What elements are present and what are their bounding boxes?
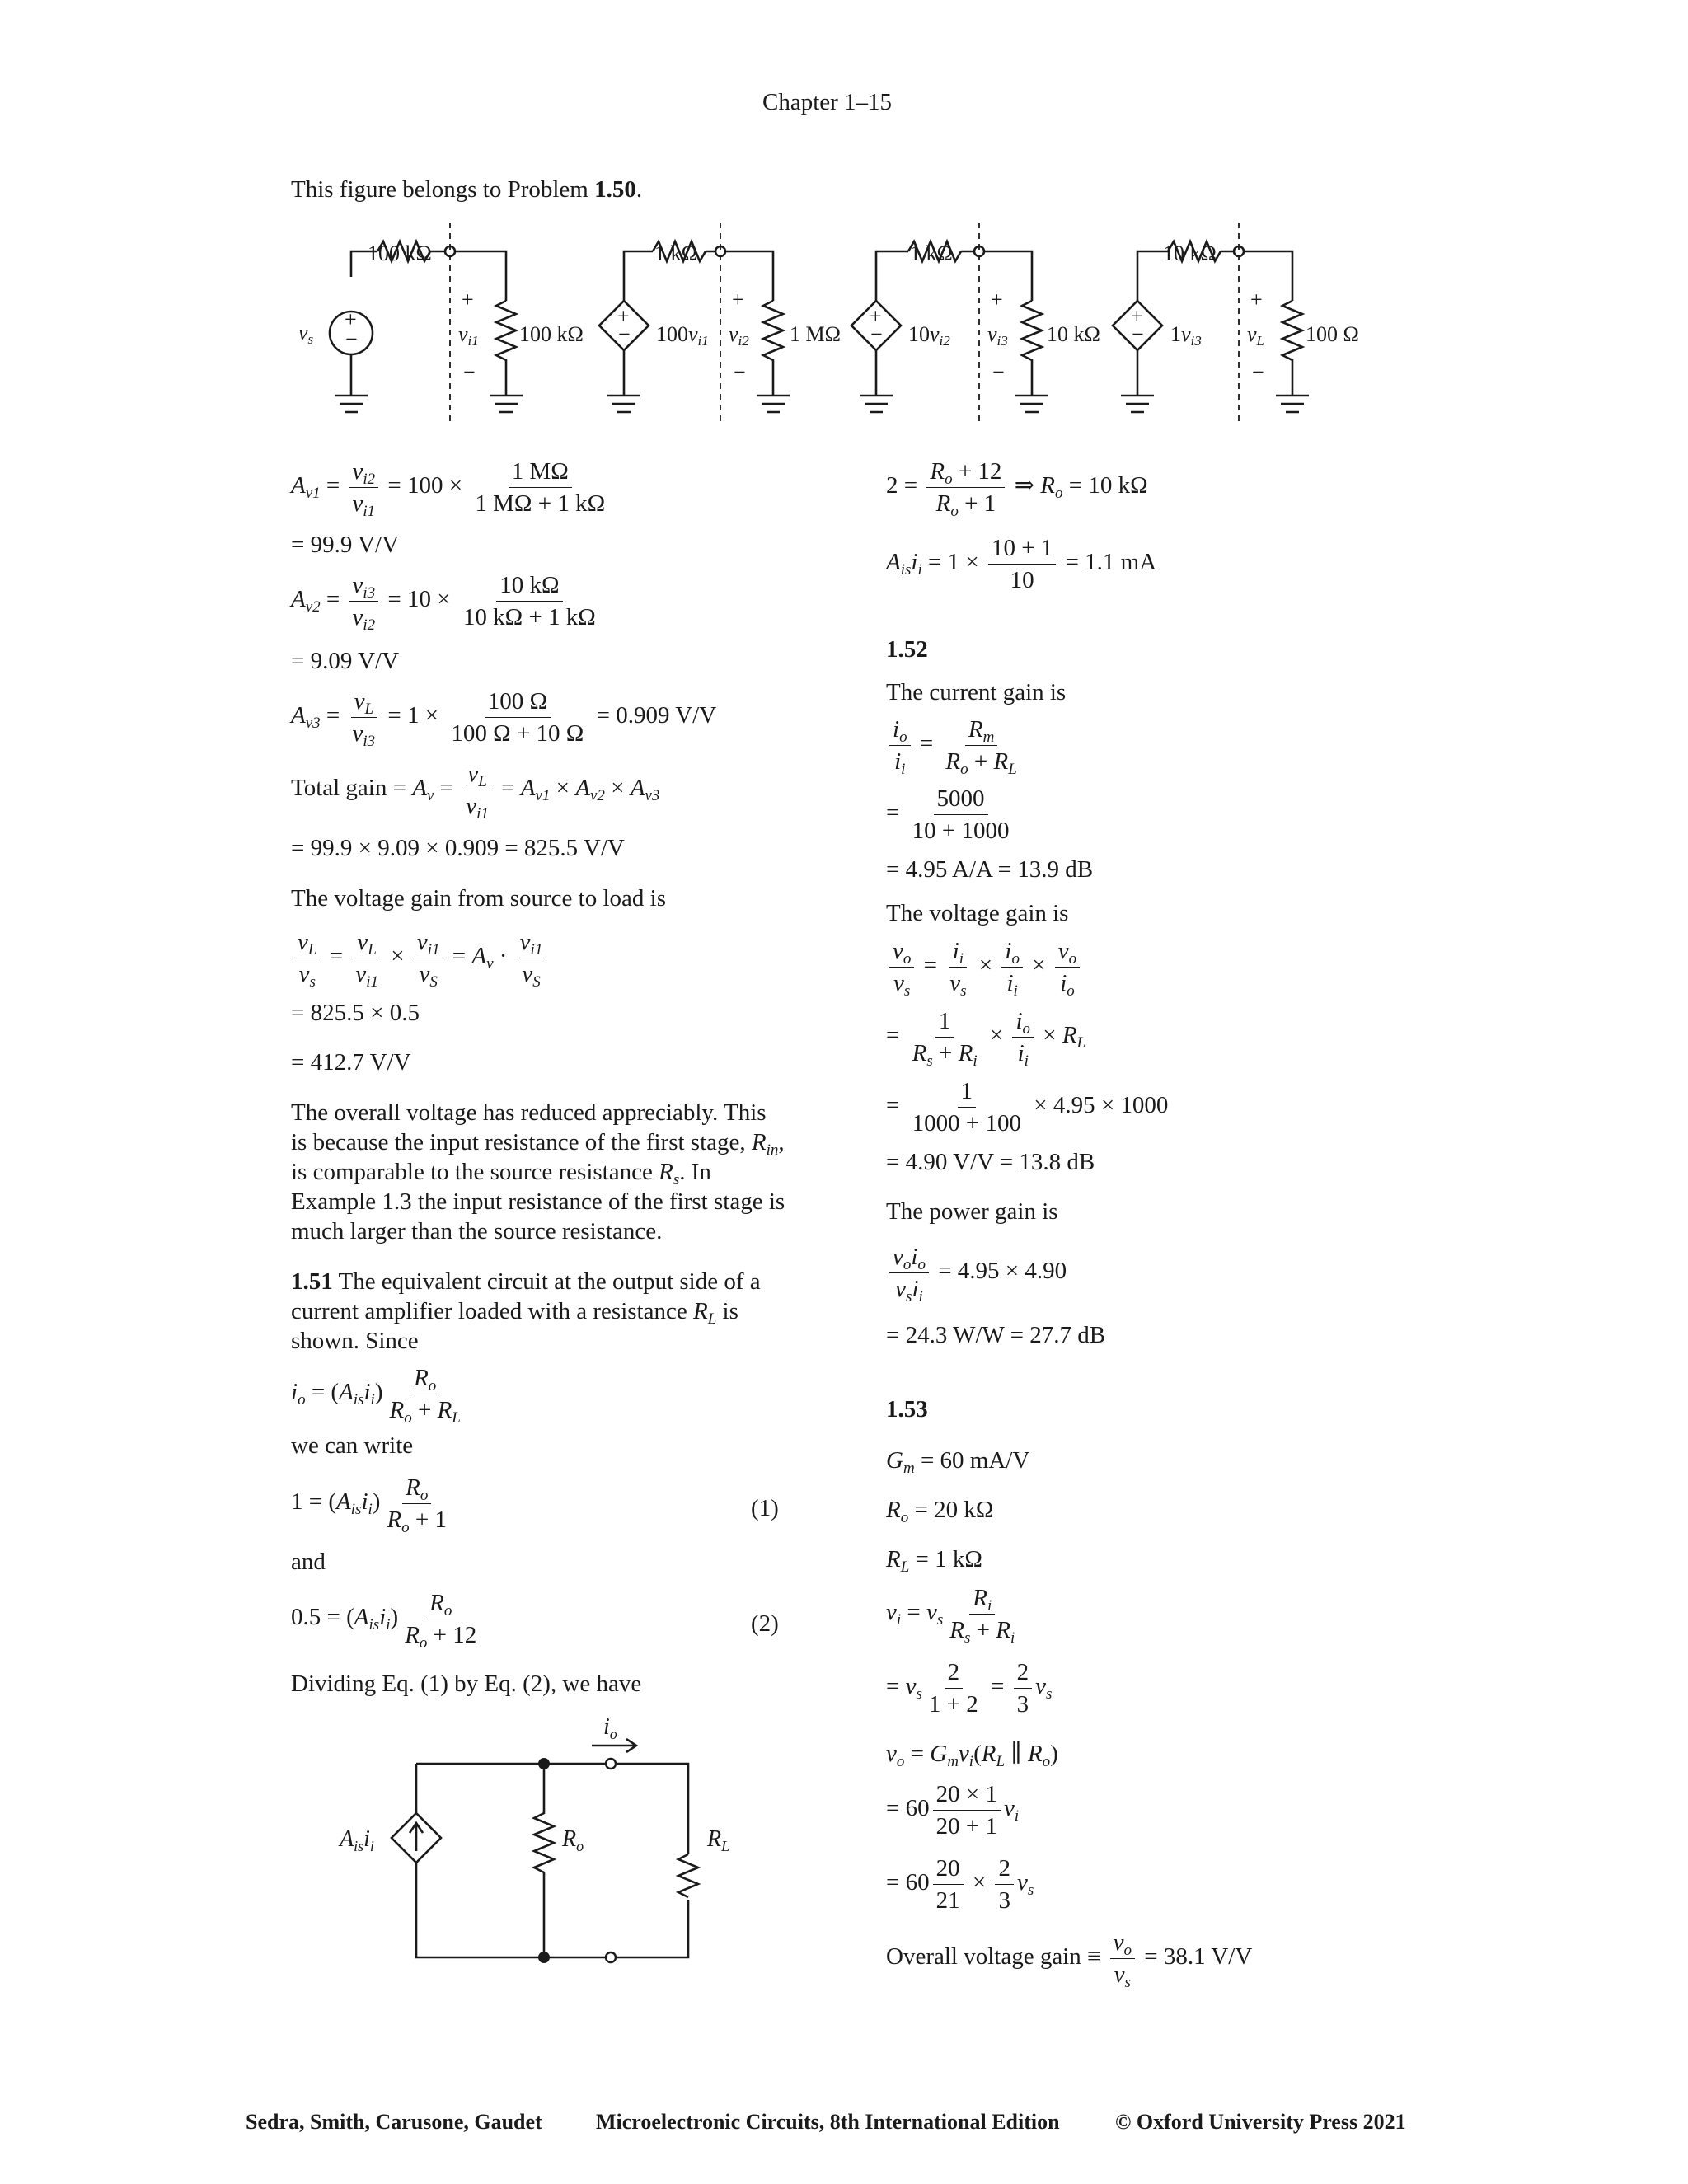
equation-current-gain-2: = $\frac{5000}{10 + 1000}$ xyxy=(886,785,1010,844)
and-text: and xyxy=(291,1549,326,1575)
current-amplifier-circuit xyxy=(313,1698,742,1978)
equation-voltage-gain-3: = $\frac{1}{1000 + 100}$ × 4.95 × 1000 xyxy=(886,1078,1169,1137)
caption-suffix: . xyxy=(635,176,643,203)
equation-2: $0.5 = (A_{is}i_i)$ $\frac{R_o}{R_o + 12}$ xyxy=(291,1590,477,1652)
port-label-vi2: vi2 xyxy=(729,322,749,349)
svg-text:−: − xyxy=(618,322,631,346)
equation-voltage-gain: $\frac{v_o}{v_s}$ = $\frac{i_i}{v_s}$ × $\frac{i_o}{i_i}$ × $\frac{v_o}{i_o}$ xyxy=(886,937,1083,997)
port-label-vi3: vi3 xyxy=(987,322,1008,349)
equation-vi: $v_i = v_s$ $\frac{R_i}{R_s + R_i}$ xyxy=(886,1585,1015,1647)
equation-number-1: (1) xyxy=(751,1495,779,1521)
shunt-resistor-label-3: 10 kΩ xyxy=(1047,322,1100,346)
series-resistor-label-3: 1 kΩ xyxy=(910,241,953,265)
equation-current-gain: $\frac{i_o}{i_i}$ = $\frac{R_m}{R_o + R_L}$ xyxy=(886,715,1024,776)
equation-1: $1 = (A_{is}i_i)$ $\frac{R_o}{R_o + 1}$ xyxy=(291,1474,448,1536)
equation-av1: $A_{v1}$ = $\frac{v_{i2}}{v_{i1}}$ = 100 × $\frac{1 M\Omega}{1 M\Omega + 1 k\Omega}$ xyxy=(291,458,606,520)
problem-151-number: 1.51 xyxy=(291,1268,333,1295)
av2-result: = 9.09 V/V xyxy=(291,648,400,674)
port-label-vi1: vi1 xyxy=(458,322,479,349)
series-resistor-label-2: 1 kΩ xyxy=(654,241,697,265)
equation-vo-3: = 60 $\frac{20}{21}$ × $\frac{2}{3}$ $v_s$ xyxy=(886,1855,1034,1914)
equation-vo: $v_o = G_mv_i(R_L$ ∥ $R_o$) xyxy=(886,1741,1058,1770)
gain-intro: The voltage gain from source to load is xyxy=(291,885,667,912)
note-paragraph: The overall voltage has reduced appreciably. This is because the input resistance of the first stage, $R_{in}$, is comparable to the source resistance $R_s$. In Example 1.3 the input resistance of the first stage is much larger than the source resistance. xyxy=(291,1099,785,1244)
gain-result-2: = 412.7 V/V xyxy=(291,1049,411,1076)
svg-text:−: − xyxy=(870,322,883,346)
controlled-source-label-1: 100vi1 xyxy=(656,322,709,349)
svg-text:+: + xyxy=(462,288,474,312)
page-header: Chapter 1–15 xyxy=(762,89,893,115)
gm-value: $G_m = 60$ mA/V xyxy=(886,1447,1030,1477)
equation-power-gain: $\frac{v_oi_o}{v_si_i}$ = 4.95 × 4.90 xyxy=(886,1243,1067,1303)
current-gain-result: = 4.95 A/A = 13.9 dB xyxy=(886,856,1094,883)
power-gain-result: = 24.3 W/W = 27.7 dB xyxy=(886,1322,1106,1348)
svg-text:+: + xyxy=(1250,288,1263,312)
rl-value: $R_L = 1$ kΩ xyxy=(886,1546,982,1576)
equation-vi-2: = $v_s$ $\frac{2}{1 + 2}$ = $\frac{2}{3}$ $v_s$ xyxy=(886,1659,1053,1718)
gain-result-1: = 825.5 × 0.5 xyxy=(291,1000,420,1026)
ro-label: $R_o$ xyxy=(562,1826,584,1854)
equation-av2: $A_{v2}$ = $\frac{v_{i3}}{v_{i2}}$ = 10 × $\frac{10 k\Omega}{10 k\Omega + 1 k\Omega}$ xyxy=(291,572,596,634)
svg-text:+: + xyxy=(870,304,882,328)
shunt-resistor-label-2: 1 MΩ xyxy=(790,322,841,346)
svg-text:+: + xyxy=(1131,304,1143,328)
series-resistor-label-1: 100 kΩ xyxy=(368,241,432,265)
equation-ro-solve: 2 = $\frac{R_o + 12}{R_o + 1}$ ⇒ $R_o = 10$ kΩ xyxy=(886,458,1148,520)
equation-vo-2: = 60 $\frac{20 \times 1}{20 + 1}$ $v_i$ xyxy=(886,1781,1020,1840)
equation-number-2: (2) xyxy=(751,1610,779,1637)
controlled-source-label-2: 10vi2 xyxy=(908,322,950,349)
dividing-text: Dividing Eq. (1) by Eq. (2), we have xyxy=(291,1671,642,1697)
equation-source-to-load: $\frac{v_L}{v_s}$ = $\frac{v_L}{v_{i1}}$ × $\frac{v_{i1}}{v_S}$ = $A_v$ · $\frac{v_{i1}}{v_S}$ xyxy=(291,928,549,988)
caption-problem-number: 1.50 xyxy=(594,176,636,203)
total-gain-result: = 99.9 × 9.09 × 0.909 = 825.5 V/V xyxy=(291,835,625,861)
svg-text:+: + xyxy=(732,288,744,312)
io-label: $i_o$ xyxy=(603,1714,617,1742)
cascade-amplifier-circuit xyxy=(0,0,1688,445)
rl-label: $R_L$ xyxy=(707,1826,730,1854)
voltage-gain-intro: The voltage gain is xyxy=(886,900,1069,926)
equation-overall-gain: Overall voltage gain ≡ $\frac{v_o}{v_s}$ = 38.1 V/V xyxy=(886,1929,1253,1991)
svg-text:+: + xyxy=(345,307,357,331)
footer-book: Microelectronic Circuits, 8th International Edition xyxy=(596,2110,1060,2134)
equation-io: $i_o = (A_{is}i_i)$ $\frac{R_o}{R_o + R_L}$ xyxy=(291,1365,461,1427)
problem-151-paragraph: 1.51 The equivalent circuit at the output side of a current amplifier loaded with a resistance $R_L$ is shown. Since xyxy=(291,1268,761,1354)
shunt-resistor-label-4: 100 Ω xyxy=(1306,322,1359,346)
equation-voltage-gain-2: = $\frac{1}{R_s + R_i}$ × $\frac{i_o}{i_i}$ × $R_L$ xyxy=(886,1008,1086,1070)
source-ais-label: $A_{is}i_i$ xyxy=(340,1826,374,1854)
svg-text:−: − xyxy=(463,360,476,384)
svg-text:+: + xyxy=(991,288,1003,312)
svg-text:+: + xyxy=(617,304,630,328)
controlled-source-label-3: 1vi3 xyxy=(1170,322,1202,349)
voltage-gain-result: = 4.90 V/V = 13.8 dB xyxy=(886,1149,1095,1175)
series-resistor-label-4: 10 kΩ xyxy=(1163,241,1217,265)
caption-prefix: This figure belongs to Problem xyxy=(291,176,595,203)
we-can-write: we can write xyxy=(291,1432,414,1459)
port-label-vl: vL xyxy=(1247,322,1265,349)
equation-ais: $A_{is}i_i = 1$ × $\frac{10 + 1}{10}$ = 1.1 mA xyxy=(886,535,1157,593)
svg-text:−: − xyxy=(345,327,358,351)
av1-result: = 99.9 V/V xyxy=(291,532,400,558)
problem-152-number: 1.52 xyxy=(886,636,928,663)
svg-text:−: − xyxy=(1132,322,1144,346)
svg-text:−: − xyxy=(734,360,746,384)
equation-total-gain: Total gain = $A_v$ = $\frac{v_L}{v_{i1}}$ = $A_{v1} \times A_{v2} \times A_{v3}$ xyxy=(291,761,660,823)
source-label: vs xyxy=(298,321,314,347)
ro-value: $R_o = 20$ kΩ xyxy=(886,1497,994,1526)
footer-authors: Sedra, Smith, Carusone, Gaudet xyxy=(246,2110,542,2134)
current-gain-intro: The current gain is xyxy=(886,679,1067,705)
power-gain-intro: The power gain is xyxy=(886,1198,1058,1225)
equation-av3: $A_{v3}$ = $\frac{v_L}{v_{i3}}$ = 1 × $\frac{100 \Omega}{100 \Omega + 10 \Omega}$ = 0.909 V/V xyxy=(291,688,717,750)
svg-text:−: − xyxy=(992,360,1005,384)
svg-text:−: − xyxy=(1252,360,1264,384)
problem-153-number: 1.53 xyxy=(886,1396,928,1422)
shunt-resistor-label-1: 100 kΩ xyxy=(519,322,584,346)
footer-copyright: © Oxford University Press 2021 xyxy=(1115,2110,1406,2134)
